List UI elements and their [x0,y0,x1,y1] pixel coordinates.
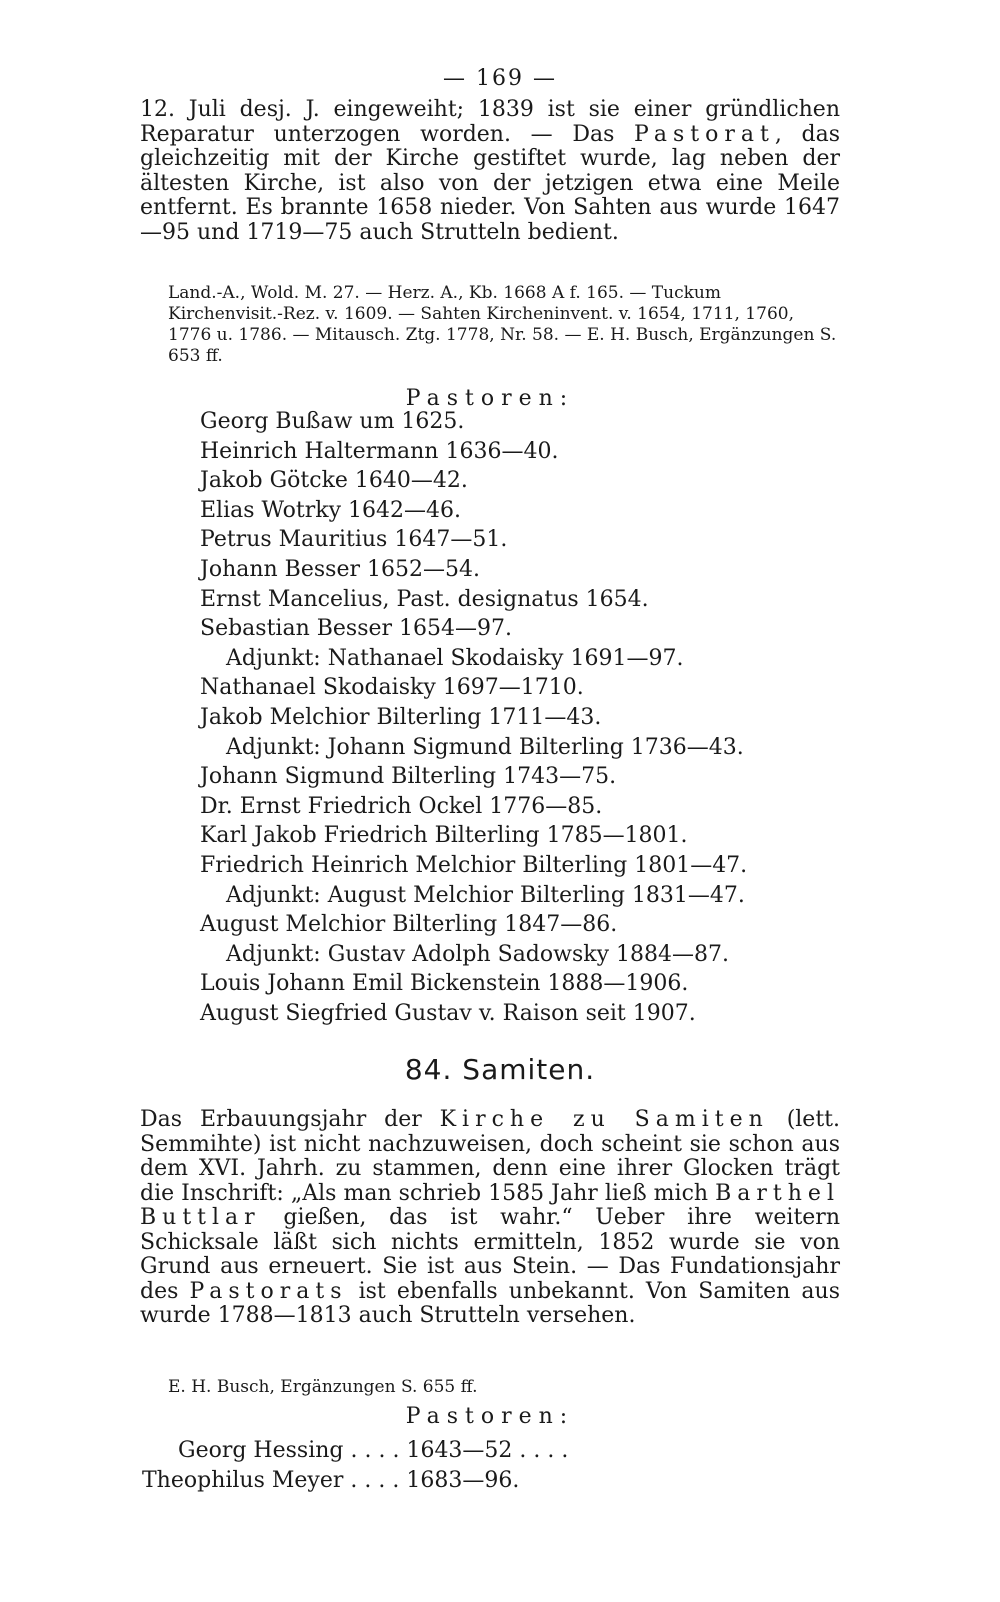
pastors-heading: Pastoren: [405,1404,575,1429]
pastor-entry: Georg Bußaw um 1625. [200,409,465,434]
spaced-words-kirche-zu-samiten: Kirche zu Samiten [439,1107,769,1132]
section-84-pastors-block [142,1436,842,1496]
section-84-pastors-heading-block [140,1404,840,1429]
section-83-sources-block [168,283,840,367]
section-84-sources: E. H. Busch, Ergänzungen S. 655 ff. [168,1377,478,1397]
paragraph-text: Das Erbauungsjahr der [140,1107,440,1132]
section-83-sources: Land.-A., Wold. M. 27. — Herz. A., Kb. 1668 A f. 165. — Tuckum Kirchenvisit.-Rez. v. 1609. — Sahten Kircheninvent. v. 1654, 1711, 1760, 1776 u. 1786. — Mitausch. Ztg. 1778, Nr. 58. — E. H. Busch, Ergänzungen S. 653 ff. [168,283,837,366]
spaced-word-pastorats: Pastorats [189,1278,348,1304]
adjunct-entry: Adjunkt: Johann Sigmund Bilterling 1736—43. [226,734,744,760]
paragraph-text: ist ebenfalls unbekannt. Von Samiten aus wurde 1788—1813 auch Strutteln versehen. [140,1278,840,1328]
pastor-entry: Dr. Ernst Friedrich Ockel 1776—85. [200,793,603,819]
pastor-entry: Johann Sigmund Bilterling 1743—75. [200,764,617,790]
adjunct-entry: Adjunkt: August Melchior Bilterling 1831—47. [226,882,745,908]
pastors-heading: Pastoren: [405,386,575,411]
pastor-entry: Friedrich Heinrich Melchior Bilterling 1801—47. [200,852,748,878]
section-84-paragraph [140,1108,840,1329]
pastor-entry: Jakob Melchior Bilterling 1711—43. [200,704,602,730]
pastor-entry: Elias Wotrky 1642—46. [200,497,461,523]
pastor-entry: Sebastian Besser 1654—97. [200,616,513,642]
pastor-list [142,1436,842,1496]
spaced-name-barthel-buttlar: Barthel Buttlar [140,1180,840,1230]
pastor-entry: Theophilus Meyer . . . . 1683—96. [142,1468,520,1493]
paragraph-text: 12. Juli desj. J. eingeweiht; 1839 ist sie einer gründlichen Reparatur unterzogen worden. — Das [140,97,840,147]
section-83-paragraph-block [140,98,840,245]
adjunct-entry: Adjunkt: Gustav Adolph Sadowsky 1884—87. [226,941,729,967]
pastor-entry: Nathanael Skodaisky 1697—1710. [200,675,584,701]
page-number: — 169 — [443,66,557,91]
pastor-entry: Heinrich Haltermann 1636—40. [200,438,559,464]
pastor-entry: Georg Hessing . . . . 1643—52 . . . . [178,1438,569,1463]
paragraph-text: gießen, das ist wahr.“ Ueber ihre weitern Schicksale läßt sich nichts ermitteln, 1852 wurde sie von Grund aus erneuert. Sie ist aus Stein. — Das Fundationsjahr des [140,1205,840,1304]
pastor-entry: Ernst Mancelius, Past. designatus 1654. [200,586,649,612]
pastor-entry: Louis Johann Emil Bickenstein 1888—1906. [200,971,689,997]
section-84-paragraph-block [140,1108,840,1329]
section-83-pastors-block [200,407,840,1028]
pastor-entry: Jakob Götcke 1640—42. [200,468,468,494]
pastor-list [200,407,840,1028]
spaced-word-pastorat: Pastorat [634,121,775,147]
pastor-entry: August Melchior Bilterling 1847—86. [200,912,618,938]
section-83-paragraph [140,98,840,245]
pastor-entry: Karl Jakob Friedrich Bilterling 1785—1801. [200,823,688,849]
paragraph-text: (lett. Semmihte) ist nicht nachzuweisen, doch scheint sie schon aus dem XVI. Jahrh. zu stammen, denn eine ihrer Glocken trägt die Inschrift: „Als man schrieb 1585 Jahr ließ mich [140,1107,841,1206]
paragraph-text: , das gleichzeitig mit der Kirche gestiftet wurde, lag neben der ältesten Kirche, ist also von der jetzigen etwa eine Meile entfernt. Es brannte 1658 nieder. Von Sahten aus wurde 1647—95 und 1719—75 auch Strutteln bedient. [140,121,840,245]
section-84-title: 84. Samiten. [404,1053,596,1086]
adjunct-entry: Adjunkt: Nathanael Skodaisky 1691—97. [226,645,684,671]
pastor-entry: Petrus Mauritius 1647—51. [200,527,508,553]
pastor-entry: Johann Besser 1652—54. [200,556,480,582]
pastor-entry: August Siegfried Gustav v. Raison seit 1907. [200,1000,696,1026]
section-84-sources-block [168,1377,840,1398]
